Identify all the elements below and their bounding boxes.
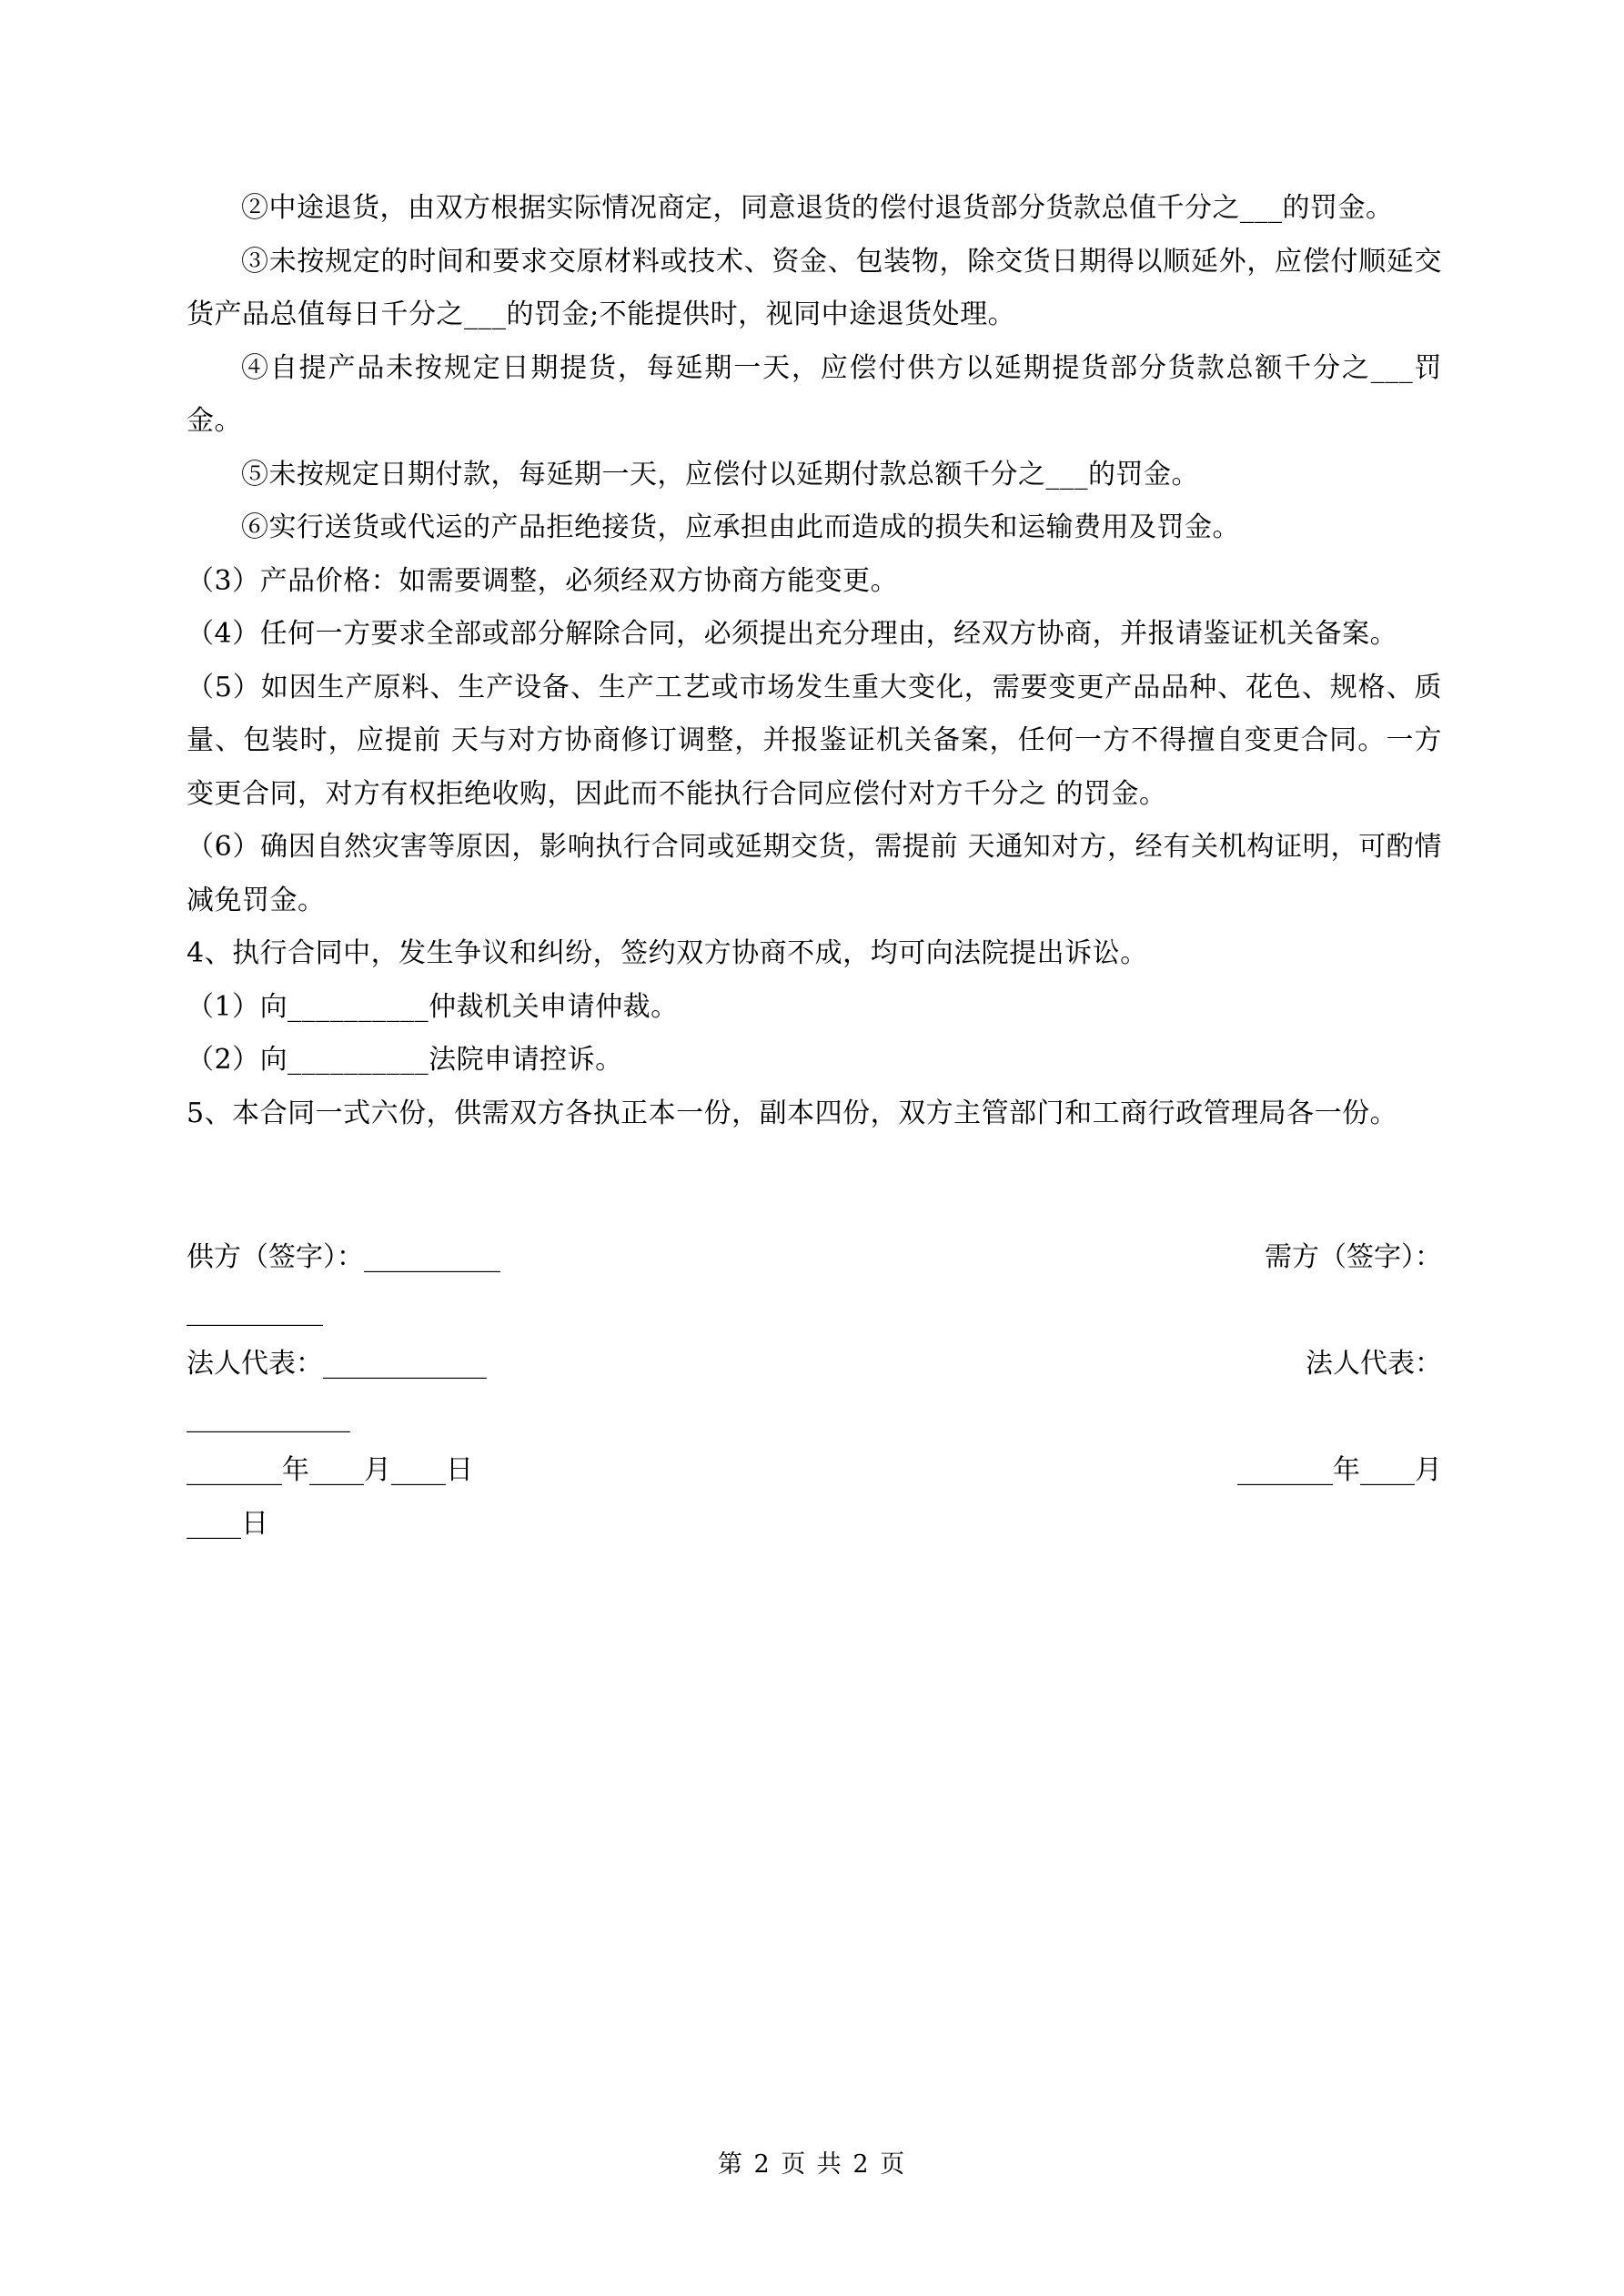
signature-row-legal [187, 1338, 1442, 1391]
paragraph-price-adjust: （3）产品价格：如需要调整，必须经双方协商方能变更。 [187, 564, 899, 597]
paragraph-litigation: （2）向__________法院申请控诉。 [187, 1044, 623, 1076]
paragraph-material-delay: ③未按规定的时间和要求交原材料或技术、资金、包装物，除交货日期得以顺延外，应偿付顺延交货产品总值每日千分之___的罚金;不能提供时，视同中途退货处理。 [187, 245, 1442, 330]
spacer [187, 1140, 1442, 1182]
supplier-legal-rep-label: 法人代表：____________ [187, 1348, 487, 1380]
paragraph-production-change: （5）如因生产原料、生产设备、生产工艺或市场发生重大变化，需要变更产品品种、花色、规格、质量、包装时，应提前 天与对方协商修订调整，并报鉴证机关备案，任何一方不得擅自变更合同。一方变更合同，对方有权拒绝收购，因此而不能执行合同应偿付对方千分之 的罚金。 [187, 671, 1442, 810]
demander-date-label: _______年____月 [1237, 1454, 1442, 1486]
supplier-date-label: _______年____月____日 [187, 1454, 473, 1486]
supplier-signature-label: 供方（签字）：__________ [187, 1241, 500, 1273]
paragraph-self-pickup-delay: ④自提产品未按规定日期提货，每延期一天，应偿付供方以延期提货部分货款总额千分之___罚金。 [187, 351, 1442, 437]
paragraph-return-goods: ②中途退货，由双方根据实际情况商定，同意退货的偿付退货部分货款总值千分之___的罚金。 [241, 192, 1394, 224]
paragraph-dispute: 4、执行合同中，发生争议和纠纷，签约双方协商不成，均可向法院提出诉讼。 [187, 937, 1148, 969]
paragraph-payment-delay: ⑤未按规定日期付款，每延期一天，应偿付以延期付款总额千分之___的罚金。 [241, 458, 1199, 491]
paragraph-copies: 5、本合同一式六份，供需双方各执正本一份，副本四份，双方主管部门和工商行政管理局各一份。 [187, 1097, 1398, 1129]
document-body [187, 182, 1442, 1551]
demander-signature-line: __________ [187, 1294, 323, 1327]
signature-row-sign [187, 1231, 1442, 1285]
paragraph-force-majeure: （6）确因自然灾害等原因，影响执行合同或延期交货，需提前 天通知对方，经有关机构证明，可酌情减免罚金。 [187, 831, 1442, 916]
demander-signature-label: 需方（签字）： [1265, 1241, 1442, 1273]
paragraph-delivery-refusal: ⑥实行送货或代运的产品拒绝接货，应承担由此而造成的损失和运输费用及罚金。 [241, 511, 1240, 543]
demander-date-label-continued: ____日 [187, 1507, 268, 1540]
demander-legal-rep-label: 法人代表： [1306, 1348, 1442, 1380]
signature-block [187, 1231, 1442, 1551]
signature-row-date [187, 1444, 1442, 1498]
demander-legal-rep-line: ____________ [187, 1401, 350, 1433]
paragraph-arbitration: （1）向__________仲裁机关申请仲裁。 [187, 990, 679, 1023]
paragraph-contract-termination: （4）任何一方要求全部或部分解除合同，必须提出充分理由，经双方协商，并报请鉴证机关备案。 [187, 618, 1398, 650]
page-footer: 第 2 页 共 2 页 [717, 2150, 907, 2179]
